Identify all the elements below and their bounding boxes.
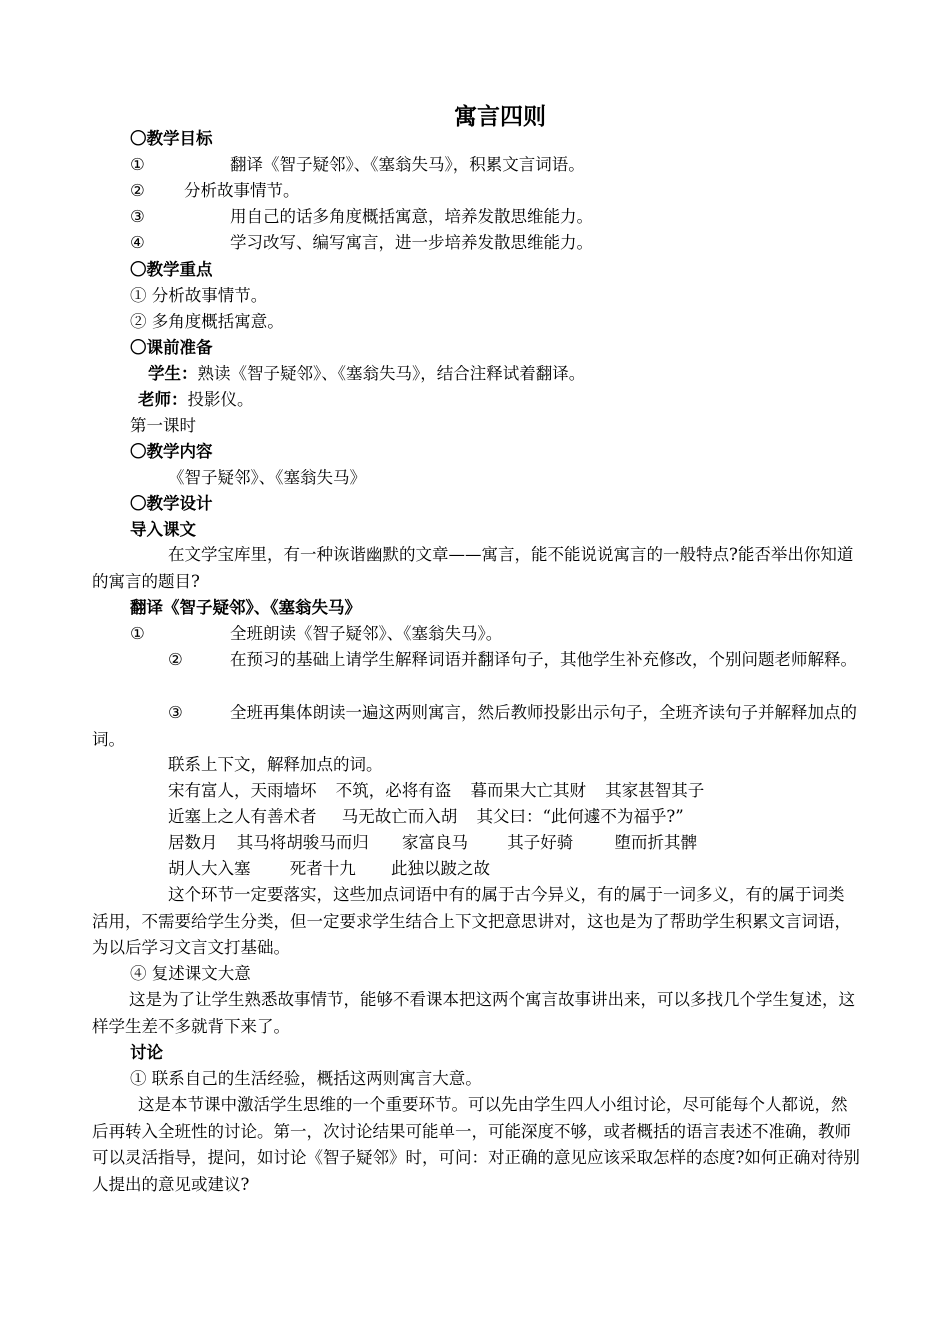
intro-heading: 导入课文 xyxy=(130,520,196,539)
content-text: 《智子疑邻》、《塞翁失马》 xyxy=(168,468,366,487)
objective-item: ④ 学习改写、编写寓言，进一步培养发散思维能力。 xyxy=(130,233,593,252)
sentence: 其马将胡骏马而归 xyxy=(236,833,369,852)
discussion-heading: 讨论 xyxy=(130,1043,163,1062)
translate-heading: 翻译《智子疑邻》、《塞翁失马》 xyxy=(130,598,361,617)
sentence: 宋有富人，天雨墙坏 xyxy=(168,781,317,800)
translate-step: ② 在预习的基础上请学生解释词语并翻译句子，其他学生补充修改，个别问题老师解释。 xyxy=(168,650,857,669)
sentence: 暮而果大亡其财 xyxy=(470,781,586,800)
objective-item: ② 分析故事情节。 xyxy=(130,181,300,200)
sentence: 胡人大入塞 xyxy=(168,859,251,878)
note-paragraph: 这个环节一定要落实，这些加点词语中有的属于古今异义，有的属于一词多义，有的属于词类活用，不需要给学生分类，但一定要求学生结合上下文把意思讲对，这也是为了帮助学生积累文言词语，为以后学习文言文打基础。 xyxy=(92,885,851,957)
sentence-line xyxy=(168,830,697,856)
lesson-label: 第一课时 xyxy=(130,416,196,435)
sentence: 堕而折其髀 xyxy=(614,833,697,852)
sentence: 不筑，必将有盗 xyxy=(335,781,452,800)
sentence: 其子好骑 xyxy=(507,833,574,852)
sentence: 其家甚智其子 xyxy=(605,781,705,800)
objective-item: ① 翻译《智子疑邻》、《塞翁失马》，积累文言词语。 xyxy=(130,155,585,174)
discussion-item: ① 联系自己的生活经验，概括这两则寓言大意。 xyxy=(130,1069,482,1088)
page-title: 寓言四则 xyxy=(454,104,546,130)
intro-paragraph: 在文学宝库里，有一种诙谐幽默的文章——寓言，能不能说说寓言的一般特点?能否举出你知道的寓言的题目? xyxy=(92,545,854,591)
sentence: 居数月 xyxy=(168,833,218,852)
teacher-preparation: 老师：投影仪。 xyxy=(138,390,254,409)
preparation-heading: 〇课前准备 xyxy=(130,338,213,357)
objectives-heading: 〇教学目标 xyxy=(130,129,213,148)
sentence: 马无故亡而入胡 xyxy=(341,807,458,826)
key-point-item: ① 分析故事情节。 xyxy=(130,286,268,305)
translate-step: ① 全班朗读《智子疑邻》、《塞翁失马》。 xyxy=(130,624,503,643)
sentence-line xyxy=(168,778,704,804)
key-points-heading: 〇教学重点 xyxy=(130,260,213,279)
translate-step: ③ 全班再集体朗读一遍这两则寓言，然后教师投影出示句子，全班齐读句子并解释加点的词。 xyxy=(92,703,857,749)
objective-item: ③ 用自己的话多角度概括寓意，培养发散思维能力。 xyxy=(130,207,593,226)
sentence: 死者十九 xyxy=(289,859,356,878)
sentence: 此独以跛之故 xyxy=(391,859,490,878)
sentence: 家富良马 xyxy=(402,833,468,852)
sentence: 近塞上之人有善术者 xyxy=(168,807,317,826)
context-intro: 联系上下文，解释加点的词。 xyxy=(168,755,383,774)
step-four-paragraph: 这是为了让学生熟悉故事情节，能够不看课本把这两个寓言故事讲出来，可以多找几个学生复述，这样学生差不多就背下来了。 xyxy=(92,990,855,1036)
discussion-paragraph: 这是本节课中激活学生思维的一个重要环节。可以先由学生四人小组讨论，尽可能每个人都说，然后再转入全班性的讨论。第一，次讨论结果可能单一，可能深度不够，或者概括的语言表述不准确，教师可以灵活指导，提问，如讨论《智子疑邻》时，可问：对正确的意见应该采取怎样的态度?如何正确对待别人提出的意见或建议? xyxy=(92,1095,860,1194)
design-heading: 〇教学设计 xyxy=(130,494,213,513)
content-heading: 〇教学内容 xyxy=(130,442,213,461)
student-preparation: 学生：熟读《智子疑邻》、《塞翁失马》，结合注释试着翻译。 xyxy=(148,364,586,383)
sentence-line xyxy=(168,804,684,830)
step-four: ④ 复述课文大意 xyxy=(130,964,251,983)
sentence: 其父曰：“此何遽不为福乎?” xyxy=(476,807,684,826)
key-point-item: ② 多角度概括寓意。 xyxy=(130,312,284,331)
sentence-line xyxy=(168,856,490,882)
